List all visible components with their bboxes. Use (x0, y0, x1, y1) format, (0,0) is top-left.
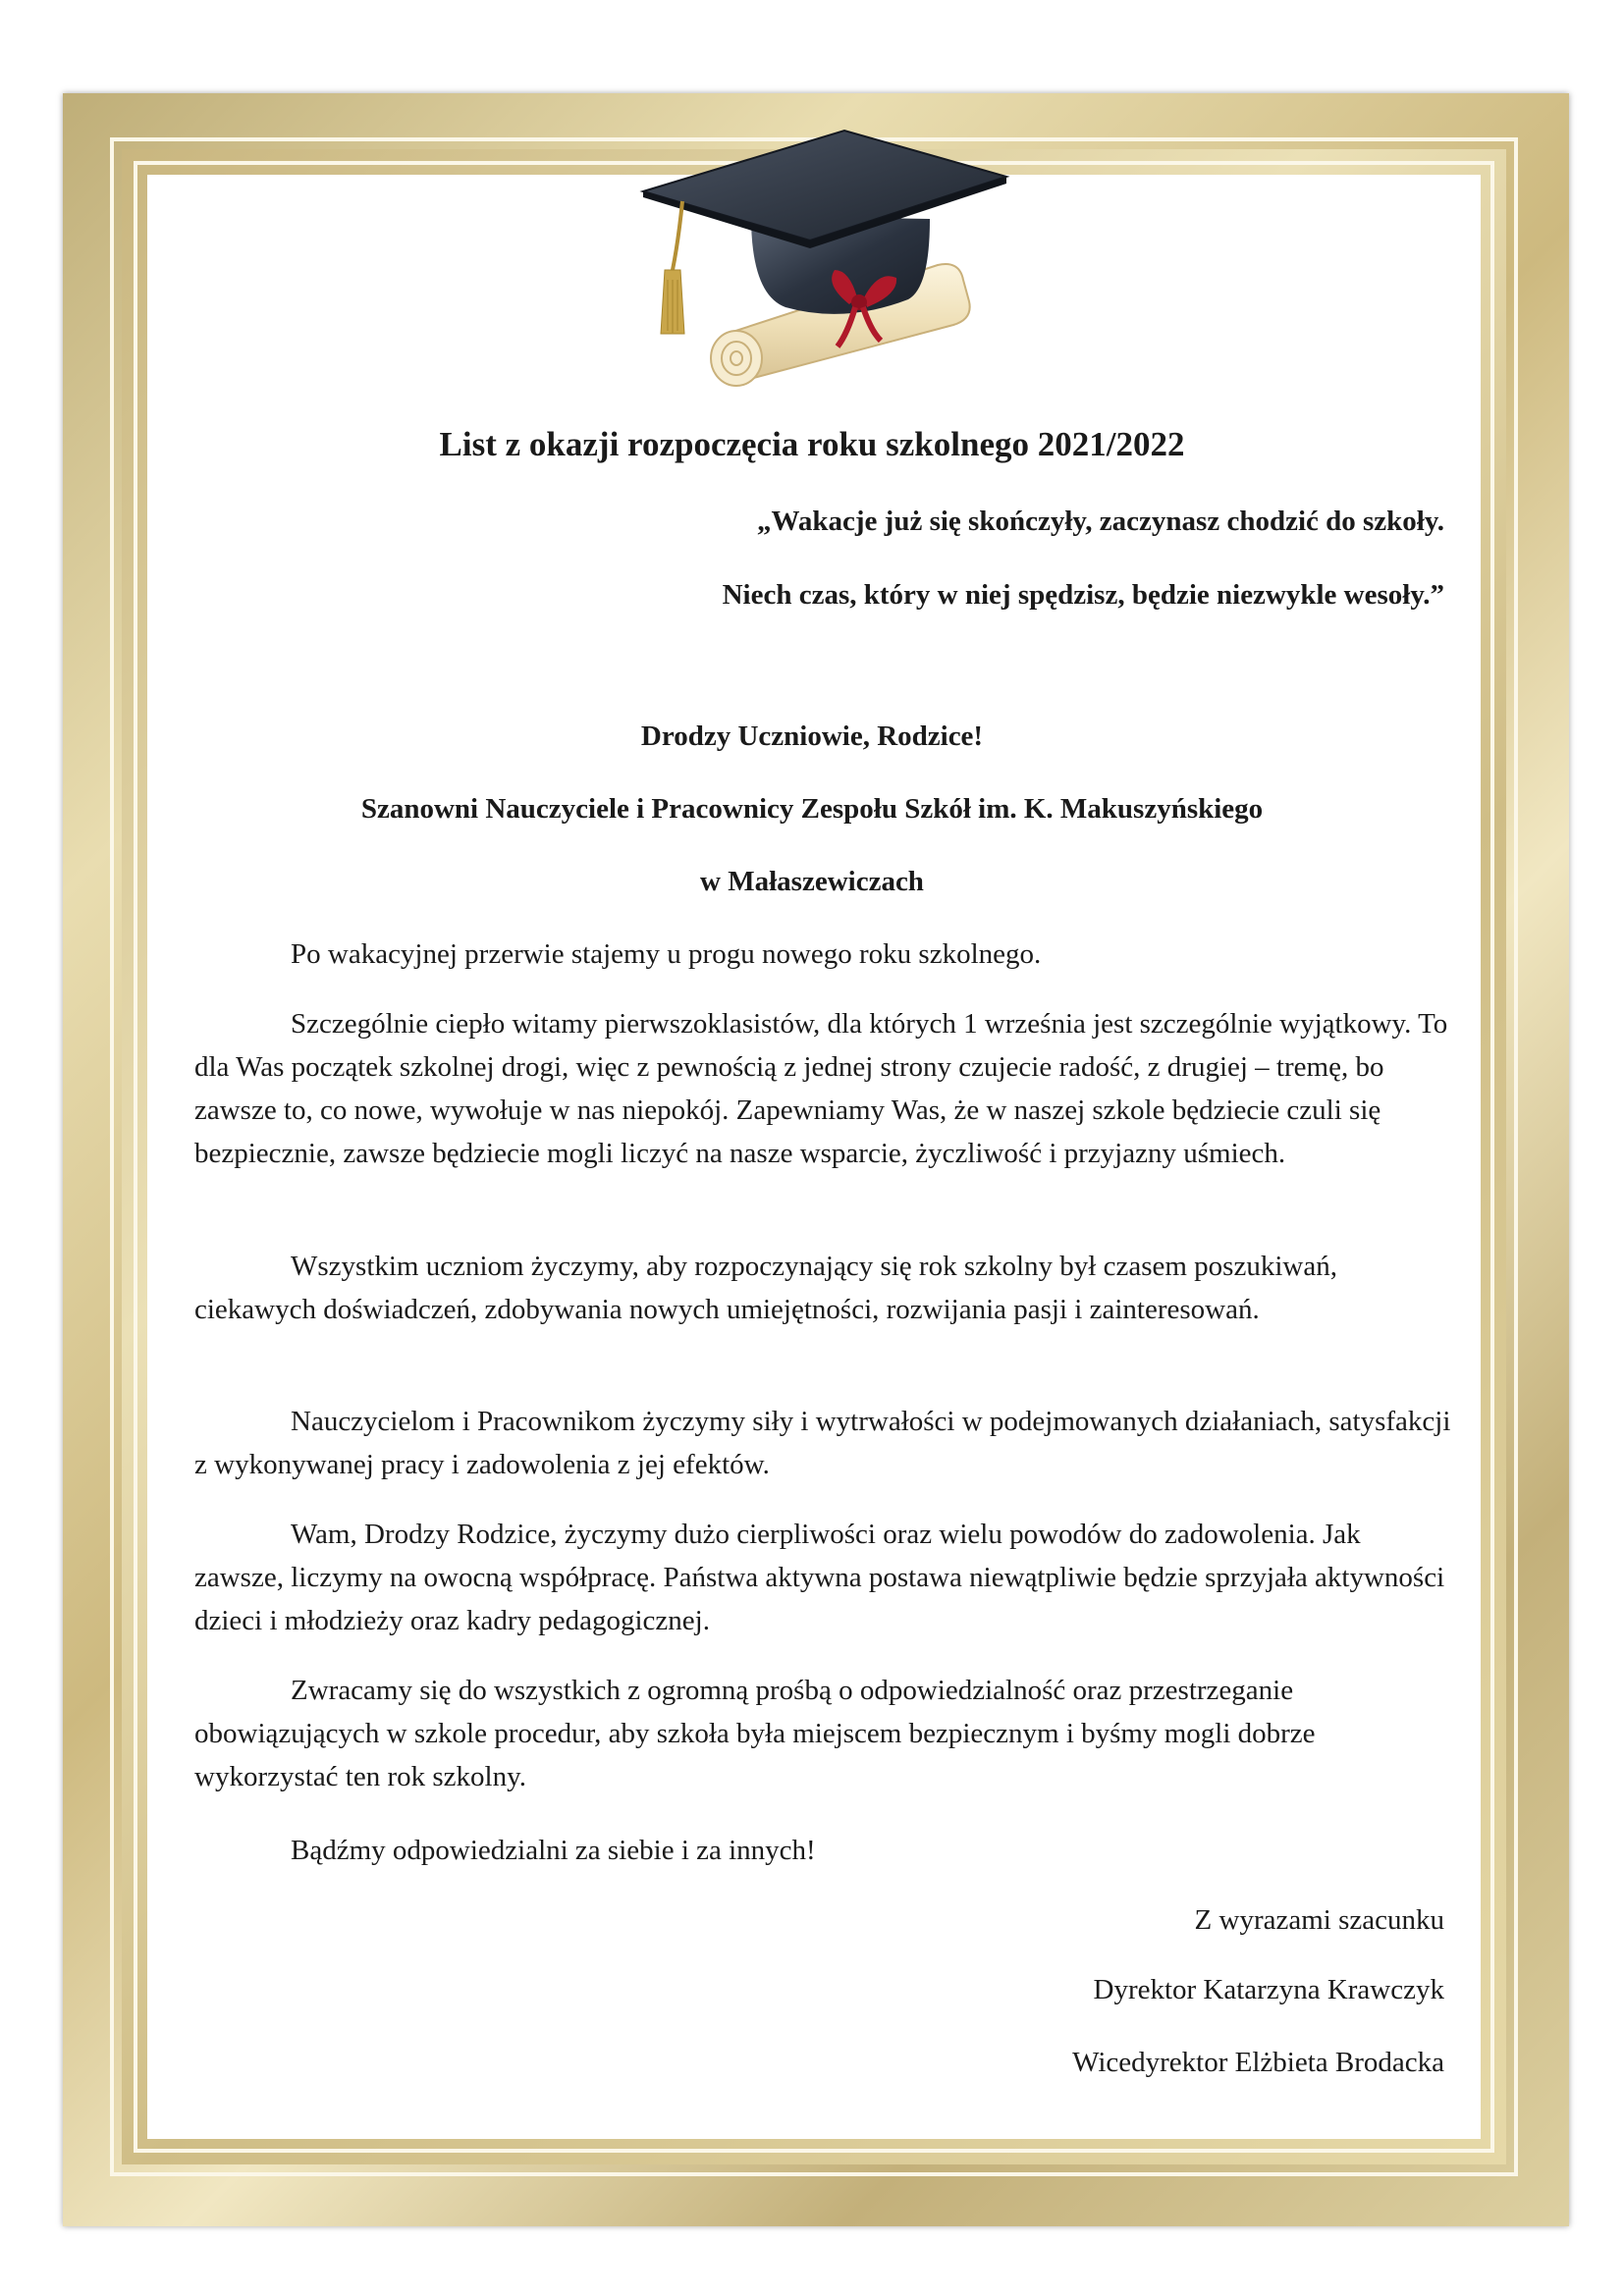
greeting-line-3: w Małaszewiczach (700, 866, 924, 897)
paragraph-text: Po wakacyjnej przerwie stajemy u progu nowego roku szkolnego. (291, 938, 1042, 970)
quote-line-2: Niech czas, który w niej spędzisz, będzie niezwykle wesoły.” (722, 579, 1444, 611)
closing-regards: Z wyrazami szacunku (1194, 1904, 1444, 1936)
paragraph-text: Szczególnie ciepło witamy pierwszoklasistów, dla których 1 września jest szczególnie wyjątkowy. To dla Was początek szkolnej drogi, więc z pewnością z jednej strony czujecie radość, z drugiej – tremę, bo zawsze to, co nowe, wywołuje w nas niepokój. Zapewniamy Was, że w naszej szkole będziecie czuli się bezpiecznie, zawsze będziecie mogli liczyć na nasze wsparcie, życzliwość i przyjazny uśmiech. (194, 1008, 1448, 1169)
quote-line-1: „Wakacje już się skończyły, zaczynasz chodzić do szkoły. (757, 506, 1444, 537)
greeting-line-2: Szanowni Nauczyciele i Pracownicy Zespołu Szkół im. K. Makuszyńskiego (360, 793, 1264, 825)
paragraph-text: Wszystkim uczniom życzymy, aby rozpoczynający się rok szkolny był czasem poszukiwań, ciekawych doświadczeń, zdobywania nowych umiejętności, rozwijania pasji i zainteresowań. (194, 1251, 1337, 1325)
paragraph-text: Bądźmy odpowiedzialni za siebie i za innych! (291, 1835, 816, 1866)
paragraph-text: Wam, Drodzy Rodzice, życzymy dużo cierpliwości oraz wielu powodów do zadowolenia. Jak zawsze, liczymy na owocną współpracę. Państwa aktywna postawa niewątpliwie będzie sprzyjała aktywności dzieci i młodzieży oraz kadry pedagogicznej. (194, 1519, 1445, 1636)
paragraph-text: Nauczycielom i Pracownikom życzymy siły i wytrwałości w podejmowanych działaniach, satysfakcji z wykonywanej pracy i zadowolenia z jej efektów. (194, 1406, 1451, 1480)
paragraph-procedures (194, 1669, 1451, 1798)
paragraph-intro (194, 933, 1451, 976)
paragraph-parents (194, 1513, 1451, 1642)
paragraph-students (194, 1245, 1451, 1331)
paragraph-responsibility (194, 1829, 1451, 1872)
signature-vice-director: Wicedyrektor Elżbieta Brodacka (1072, 2047, 1444, 2078)
letter-title: List z okazji rozpoczęcia roku szkolnego 2021/2022 (439, 425, 1185, 463)
paragraph-teachers (194, 1400, 1451, 1486)
graduation-cap-and-diploma-icon (614, 123, 1026, 417)
signature-director: Dyrektor Katarzyna Krawczyk (1093, 1974, 1444, 2005)
paragraph-text: Zwracamy się do wszystkich z ogromną prośbą o odpowiedzialność oraz przestrzeganie obowiązujących w szkole procedur, aby szkoła była miejscem bezpiecznym i byśmy mogli dobrze wykorzystać ten rok szkolny. (194, 1675, 1316, 1792)
paragraph-first-graders (194, 1002, 1451, 1175)
greeting-line-1: Drodzy Uczniowie, Rodzice! (640, 721, 984, 752)
